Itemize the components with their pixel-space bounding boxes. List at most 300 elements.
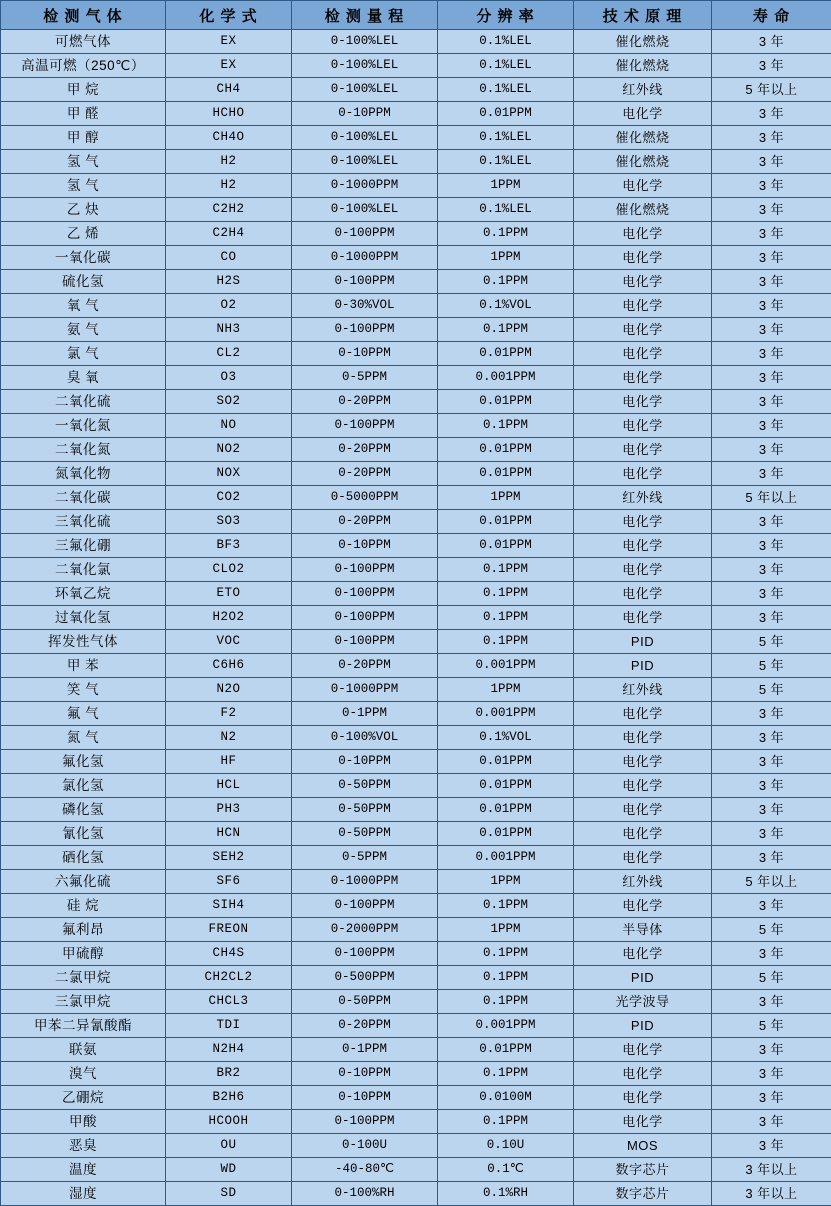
cell-technical-principle: 电化学 bbox=[574, 294, 712, 318]
cell-lifetime: 3 年 bbox=[712, 702, 831, 726]
cell-measuring-range: 0-1PPM bbox=[292, 702, 438, 726]
cell-gas-name: 氢 气 bbox=[1, 174, 166, 198]
cell-technical-principle: 电化学 bbox=[574, 846, 712, 870]
column-header-technical-principle: 技 术 原 理 bbox=[574, 1, 712, 30]
cell-resolution: 0.1PPM bbox=[438, 222, 574, 246]
cell-technical-principle: 电化学 bbox=[574, 414, 712, 438]
table-row bbox=[1, 1134, 831, 1158]
cell-measuring-range: 0-20PPM bbox=[292, 390, 438, 414]
cell-technical-principle: 电化学 bbox=[574, 702, 712, 726]
cell-measuring-range: 0-50PPM bbox=[292, 990, 438, 1014]
cell-gas-name: 氟 气 bbox=[1, 702, 166, 726]
column-header-lifetime: 寿 命 bbox=[712, 1, 831, 30]
cell-chemical-formula: O2 bbox=[166, 294, 292, 318]
cell-measuring-range: 0-100%LEL bbox=[292, 78, 438, 102]
cell-chemical-formula: H2O2 bbox=[166, 606, 292, 630]
cell-measuring-range: 0-100PPM bbox=[292, 222, 438, 246]
cell-gas-name: 氟化氢 bbox=[1, 750, 166, 774]
cell-chemical-formula: CH2CL2 bbox=[166, 966, 292, 990]
cell-measuring-range: 0-10PPM bbox=[292, 102, 438, 126]
table-row bbox=[1, 582, 831, 606]
cell-resolution: 0.1PPM bbox=[438, 582, 574, 606]
cell-chemical-formula: ETO bbox=[166, 582, 292, 606]
cell-lifetime: 3 年 bbox=[712, 294, 831, 318]
cell-lifetime: 3 年 bbox=[712, 390, 831, 414]
cell-measuring-range: 0-1PPM bbox=[292, 1038, 438, 1062]
table-row bbox=[1, 510, 831, 534]
cell-gas-name: 可燃气体 bbox=[1, 30, 166, 54]
table-row bbox=[1, 294, 831, 318]
cell-chemical-formula: NO2 bbox=[166, 438, 292, 462]
cell-resolution: 0.10U bbox=[438, 1134, 574, 1158]
table-row bbox=[1, 1158, 831, 1182]
cell-lifetime: 3 年 bbox=[712, 1086, 831, 1110]
cell-resolution: 0.1PPM bbox=[438, 270, 574, 294]
cell-measuring-range: 0-100PPM bbox=[292, 558, 438, 582]
cell-measuring-range: 0-10PPM bbox=[292, 342, 438, 366]
cell-chemical-formula: CH4O bbox=[166, 126, 292, 150]
cell-measuring-range: 0-20PPM bbox=[292, 1014, 438, 1038]
cell-technical-principle: 电化学 bbox=[574, 750, 712, 774]
table-row bbox=[1, 1062, 831, 1086]
cell-gas-name: 臭 氧 bbox=[1, 366, 166, 390]
cell-technical-principle: 电化学 bbox=[574, 246, 712, 270]
table-row bbox=[1, 654, 831, 678]
cell-resolution: 0.01PPM bbox=[438, 462, 574, 486]
cell-gas-name: 氮氧化物 bbox=[1, 462, 166, 486]
cell-gas-name: 氰化氢 bbox=[1, 822, 166, 846]
cell-resolution: 1PPM bbox=[438, 246, 574, 270]
cell-resolution: 0.1PPM bbox=[438, 1110, 574, 1134]
cell-technical-principle: 红外线 bbox=[574, 870, 712, 894]
cell-lifetime: 3 年 bbox=[712, 750, 831, 774]
cell-measuring-range: 0-10PPM bbox=[292, 1062, 438, 1086]
cell-resolution: 0.1PPM bbox=[438, 966, 574, 990]
cell-measuring-range: 0-20PPM bbox=[292, 510, 438, 534]
cell-measuring-range: 0-30%VOL bbox=[292, 294, 438, 318]
cell-chemical-formula: SEH2 bbox=[166, 846, 292, 870]
cell-lifetime: 3 年 bbox=[712, 150, 831, 174]
cell-measuring-range: 0-50PPM bbox=[292, 774, 438, 798]
table-row bbox=[1, 558, 831, 582]
cell-chemical-formula: N2 bbox=[166, 726, 292, 750]
cell-chemical-formula: BF3 bbox=[166, 534, 292, 558]
cell-measuring-range: 0-10PPM bbox=[292, 750, 438, 774]
cell-resolution: 0.01PPM bbox=[438, 510, 574, 534]
cell-resolution: 1PPM bbox=[438, 486, 574, 510]
cell-resolution: 0.1PPM bbox=[438, 630, 574, 654]
cell-lifetime: 3 年 bbox=[712, 198, 831, 222]
cell-gas-name: 硒化氢 bbox=[1, 846, 166, 870]
cell-measuring-range: -40-80℃ bbox=[292, 1158, 438, 1182]
cell-resolution: 1PPM bbox=[438, 918, 574, 942]
cell-resolution: 1PPM bbox=[438, 870, 574, 894]
cell-chemical-formula: H2 bbox=[166, 150, 292, 174]
cell-lifetime: 3 年以上 bbox=[712, 1158, 831, 1182]
cell-lifetime: 3 年 bbox=[712, 270, 831, 294]
cell-technical-principle: 数字芯片 bbox=[574, 1158, 712, 1182]
cell-gas-name: 甲 醇 bbox=[1, 126, 166, 150]
cell-resolution: 0.001PPM bbox=[438, 366, 574, 390]
cell-measuring-range: 0-5PPM bbox=[292, 846, 438, 870]
cell-measuring-range: 0-1000PPM bbox=[292, 246, 438, 270]
table-row bbox=[1, 990, 831, 1014]
cell-technical-principle: 电化学 bbox=[574, 606, 712, 630]
cell-chemical-formula: SIH4 bbox=[166, 894, 292, 918]
cell-technical-principle: PID bbox=[574, 630, 712, 654]
table-row bbox=[1, 1014, 831, 1038]
cell-lifetime: 3 年 bbox=[712, 462, 831, 486]
cell-measuring-range: 0-100%LEL bbox=[292, 126, 438, 150]
table-row bbox=[1, 870, 831, 894]
cell-resolution: 0.1PPM bbox=[438, 414, 574, 438]
cell-resolution: 0.01PPM bbox=[438, 438, 574, 462]
cell-resolution: 0.1PPM bbox=[438, 558, 574, 582]
cell-gas-name: 高温可燃（250℃） bbox=[1, 54, 166, 78]
cell-measuring-range: 0-1000PPM bbox=[292, 174, 438, 198]
cell-chemical-formula: NH3 bbox=[166, 318, 292, 342]
cell-lifetime: 3 年 bbox=[712, 174, 831, 198]
table-row bbox=[1, 342, 831, 366]
cell-gas-name: 甲 烷 bbox=[1, 78, 166, 102]
table-row bbox=[1, 726, 831, 750]
cell-lifetime: 3 年 bbox=[712, 342, 831, 366]
cell-chemical-formula: NO bbox=[166, 414, 292, 438]
table-header-row bbox=[1, 1, 831, 30]
cell-measuring-range: 0-100%VOL bbox=[292, 726, 438, 750]
table-row bbox=[1, 606, 831, 630]
cell-lifetime: 3 年 bbox=[712, 582, 831, 606]
cell-gas-name: 温度 bbox=[1, 1158, 166, 1182]
cell-technical-principle: MOS bbox=[574, 1134, 712, 1158]
cell-gas-name: 氧 气 bbox=[1, 294, 166, 318]
cell-resolution: 0.1%LEL bbox=[438, 126, 574, 150]
cell-technical-principle: 电化学 bbox=[574, 942, 712, 966]
cell-chemical-formula: CH4S bbox=[166, 942, 292, 966]
cell-lifetime: 5 年 bbox=[712, 678, 831, 702]
table-row bbox=[1, 390, 831, 414]
cell-resolution: 0.001PPM bbox=[438, 654, 574, 678]
table-row bbox=[1, 702, 831, 726]
cell-lifetime: 3 年 bbox=[712, 510, 831, 534]
cell-technical-principle: 电化学 bbox=[574, 774, 712, 798]
cell-resolution: 0.01PPM bbox=[438, 1038, 574, 1062]
table-row bbox=[1, 942, 831, 966]
cell-resolution: 0.1%LEL bbox=[438, 150, 574, 174]
table-row bbox=[1, 774, 831, 798]
cell-technical-principle: 电化学 bbox=[574, 726, 712, 750]
cell-technical-principle: 电化学 bbox=[574, 342, 712, 366]
cell-chemical-formula: HCN bbox=[166, 822, 292, 846]
cell-technical-principle: 电化学 bbox=[574, 462, 712, 486]
cell-gas-name: 过氧化氢 bbox=[1, 606, 166, 630]
cell-lifetime: 5 年以上 bbox=[712, 78, 831, 102]
cell-technical-principle: 电化学 bbox=[574, 798, 712, 822]
cell-measuring-range: 0-100U bbox=[292, 1134, 438, 1158]
cell-technical-principle: 半导体 bbox=[574, 918, 712, 942]
cell-measuring-range: 0-10PPM bbox=[292, 1086, 438, 1110]
table-row bbox=[1, 54, 831, 78]
cell-gas-name: 二氧化碳 bbox=[1, 486, 166, 510]
cell-measuring-range: 0-100PPM bbox=[292, 894, 438, 918]
cell-measuring-range: 0-500PPM bbox=[292, 966, 438, 990]
cell-lifetime: 5 年 bbox=[712, 966, 831, 990]
cell-resolution: 0.1PPM bbox=[438, 990, 574, 1014]
cell-technical-principle: PID bbox=[574, 654, 712, 678]
cell-chemical-formula: WD bbox=[166, 1158, 292, 1182]
cell-resolution: 1PPM bbox=[438, 174, 574, 198]
table-row bbox=[1, 222, 831, 246]
cell-lifetime: 5 年 bbox=[712, 630, 831, 654]
cell-resolution: 0.1PPM bbox=[438, 606, 574, 630]
cell-resolution: 0.1PPM bbox=[438, 318, 574, 342]
cell-gas-name: 氮 气 bbox=[1, 726, 166, 750]
cell-chemical-formula: BR2 bbox=[166, 1062, 292, 1086]
cell-technical-principle: 电化学 bbox=[574, 894, 712, 918]
cell-gas-name: 甲硫醇 bbox=[1, 942, 166, 966]
cell-resolution: 0.0100M bbox=[438, 1086, 574, 1110]
cell-technical-principle: 电化学 bbox=[574, 222, 712, 246]
cell-measuring-range: 0-100%LEL bbox=[292, 54, 438, 78]
cell-measuring-range: 0-100PPM bbox=[292, 270, 438, 294]
cell-technical-principle: 红外线 bbox=[574, 678, 712, 702]
cell-gas-name: 氢 气 bbox=[1, 150, 166, 174]
cell-measuring-range: 0-1000PPM bbox=[292, 870, 438, 894]
table-row bbox=[1, 1038, 831, 1062]
cell-chemical-formula: CH4 bbox=[166, 78, 292, 102]
cell-lifetime: 3 年 bbox=[712, 126, 831, 150]
cell-resolution: 0.1%LEL bbox=[438, 54, 574, 78]
cell-chemical-formula: HCHO bbox=[166, 102, 292, 126]
cell-chemical-formula: SD bbox=[166, 1182, 292, 1206]
cell-measuring-range: 0-1000PPM bbox=[292, 678, 438, 702]
cell-resolution: 1PPM bbox=[438, 678, 574, 702]
cell-resolution: 0.1PPM bbox=[438, 894, 574, 918]
cell-resolution: 0.01PPM bbox=[438, 342, 574, 366]
cell-measuring-range: 0-100PPM bbox=[292, 582, 438, 606]
cell-technical-principle: 电化学 bbox=[574, 102, 712, 126]
cell-chemical-formula: SF6 bbox=[166, 870, 292, 894]
cell-lifetime: 3 年 bbox=[712, 558, 831, 582]
cell-lifetime: 3 年 bbox=[712, 1134, 831, 1158]
table-row bbox=[1, 78, 831, 102]
cell-gas-name: 二氧化氯 bbox=[1, 558, 166, 582]
cell-gas-name: 甲 醛 bbox=[1, 102, 166, 126]
cell-technical-principle: 数字芯片 bbox=[574, 1182, 712, 1206]
cell-gas-name: 甲 苯 bbox=[1, 654, 166, 678]
cell-measuring-range: 0-5000PPM bbox=[292, 486, 438, 510]
cell-chemical-formula: CLO2 bbox=[166, 558, 292, 582]
cell-gas-name: 湿度 bbox=[1, 1182, 166, 1206]
cell-chemical-formula: HF bbox=[166, 750, 292, 774]
cell-gas-name: 一氧化碳 bbox=[1, 246, 166, 270]
cell-resolution: 0.1℃ bbox=[438, 1158, 574, 1182]
table-row bbox=[1, 318, 831, 342]
cell-resolution: 0.01PPM bbox=[438, 774, 574, 798]
cell-chemical-formula: CO2 bbox=[166, 486, 292, 510]
cell-measuring-range: 0-20PPM bbox=[292, 438, 438, 462]
cell-gas-name: 环氧乙烷 bbox=[1, 582, 166, 606]
cell-resolution: 0.1%LEL bbox=[438, 198, 574, 222]
cell-chemical-formula: HCL bbox=[166, 774, 292, 798]
cell-chemical-formula: PH3 bbox=[166, 798, 292, 822]
cell-gas-name: 氯化氢 bbox=[1, 774, 166, 798]
table-row bbox=[1, 1110, 831, 1134]
cell-lifetime: 3 年 bbox=[712, 222, 831, 246]
cell-chemical-formula: N2O bbox=[166, 678, 292, 702]
cell-lifetime: 3 年 bbox=[712, 30, 831, 54]
cell-technical-principle: 电化学 bbox=[574, 582, 712, 606]
cell-technical-principle: 电化学 bbox=[574, 1086, 712, 1110]
cell-measuring-range: 0-10PPM bbox=[292, 534, 438, 558]
cell-chemical-formula: H2S bbox=[166, 270, 292, 294]
cell-resolution: 0.01PPM bbox=[438, 534, 574, 558]
table-row bbox=[1, 102, 831, 126]
cell-technical-principle: 催化燃烧 bbox=[574, 198, 712, 222]
cell-technical-principle: 催化燃烧 bbox=[574, 54, 712, 78]
cell-technical-principle: 电化学 bbox=[574, 534, 712, 558]
cell-technical-principle: 电化学 bbox=[574, 1110, 712, 1134]
cell-gas-name: 二氧化氮 bbox=[1, 438, 166, 462]
cell-resolution: 0.01PPM bbox=[438, 390, 574, 414]
cell-chemical-formula: H2 bbox=[166, 174, 292, 198]
cell-lifetime: 3 年 bbox=[712, 246, 831, 270]
cell-chemical-formula: N2H4 bbox=[166, 1038, 292, 1062]
cell-lifetime: 5 年 bbox=[712, 1014, 831, 1038]
cell-measuring-range: 0-2000PPM bbox=[292, 918, 438, 942]
cell-lifetime: 5 年以上 bbox=[712, 870, 831, 894]
cell-measuring-range: 0-100%LEL bbox=[292, 198, 438, 222]
cell-resolution: 0.01PPM bbox=[438, 822, 574, 846]
cell-measuring-range: 0-100%LEL bbox=[292, 30, 438, 54]
cell-lifetime: 3 年 bbox=[712, 414, 831, 438]
cell-lifetime: 3 年 bbox=[712, 846, 831, 870]
cell-measuring-range: 0-100%RH bbox=[292, 1182, 438, 1206]
cell-measuring-range: 0-100PPM bbox=[292, 414, 438, 438]
cell-technical-principle: 电化学 bbox=[574, 1038, 712, 1062]
cell-chemical-formula: SO2 bbox=[166, 390, 292, 414]
cell-lifetime: 3 年 bbox=[712, 606, 831, 630]
cell-chemical-formula: O3 bbox=[166, 366, 292, 390]
table-row bbox=[1, 894, 831, 918]
cell-gas-name: 一氧化氮 bbox=[1, 414, 166, 438]
cell-gas-name: 挥发性气体 bbox=[1, 630, 166, 654]
cell-resolution: 0.1PPM bbox=[438, 1062, 574, 1086]
cell-technical-principle: 电化学 bbox=[574, 318, 712, 342]
cell-technical-principle: 催化燃烧 bbox=[574, 30, 712, 54]
cell-measuring-range: 0-100PPM bbox=[292, 1110, 438, 1134]
cell-lifetime: 3 年 bbox=[712, 798, 831, 822]
cell-technical-principle: 红外线 bbox=[574, 78, 712, 102]
table-row bbox=[1, 966, 831, 990]
cell-resolution: 0.001PPM bbox=[438, 1014, 574, 1038]
cell-gas-name: 二氯甲烷 bbox=[1, 966, 166, 990]
cell-gas-name: 乙 烯 bbox=[1, 222, 166, 246]
table-row bbox=[1, 1182, 831, 1206]
table-row bbox=[1, 366, 831, 390]
table-row bbox=[1, 534, 831, 558]
cell-chemical-formula: SO3 bbox=[166, 510, 292, 534]
cell-resolution: 0.1%VOL bbox=[438, 726, 574, 750]
column-header-chemical-formula: 化 学 式 bbox=[166, 1, 292, 30]
cell-gas-name: 氯 气 bbox=[1, 342, 166, 366]
cell-measuring-range: 0-100PPM bbox=[292, 630, 438, 654]
cell-gas-name: 磷化氢 bbox=[1, 798, 166, 822]
cell-lifetime: 3 年 bbox=[712, 1110, 831, 1134]
cell-resolution: 0.001PPM bbox=[438, 702, 574, 726]
table-row bbox=[1, 150, 831, 174]
cell-measuring-range: 0-50PPM bbox=[292, 798, 438, 822]
cell-chemical-formula: CO bbox=[166, 246, 292, 270]
cell-resolution: 0.1%VOL bbox=[438, 294, 574, 318]
cell-chemical-formula: C2H2 bbox=[166, 198, 292, 222]
cell-gas-name: 二氧化硫 bbox=[1, 390, 166, 414]
cell-gas-name: 甲苯二异氰酸酯 bbox=[1, 1014, 166, 1038]
cell-lifetime: 3 年 bbox=[712, 54, 831, 78]
column-header-measuring-range: 检 测 量 程 bbox=[292, 1, 438, 30]
table-row bbox=[1, 414, 831, 438]
cell-lifetime: 3 年 bbox=[712, 942, 831, 966]
column-header-gas-name: 检 测 气 体 bbox=[1, 1, 166, 30]
cell-chemical-formula: OU bbox=[166, 1134, 292, 1158]
cell-gas-name: 甲酸 bbox=[1, 1110, 166, 1134]
cell-measuring-range: 0-100PPM bbox=[292, 942, 438, 966]
cell-lifetime: 3 年 bbox=[712, 318, 831, 342]
cell-gas-name: 溴气 bbox=[1, 1062, 166, 1086]
cell-resolution: 0.1PPM bbox=[438, 942, 574, 966]
cell-gas-name: 三氯甲烷 bbox=[1, 990, 166, 1014]
cell-technical-principle: 电化学 bbox=[574, 366, 712, 390]
table-row bbox=[1, 822, 831, 846]
cell-technical-principle: 电化学 bbox=[574, 390, 712, 414]
cell-resolution: 0.01PPM bbox=[438, 798, 574, 822]
cell-technical-principle: 电化学 bbox=[574, 438, 712, 462]
table-row bbox=[1, 750, 831, 774]
cell-measuring-range: 0-5PPM bbox=[292, 366, 438, 390]
table-row bbox=[1, 486, 831, 510]
cell-lifetime: 3 年 bbox=[712, 534, 831, 558]
cell-measuring-range: 0-100PPM bbox=[292, 606, 438, 630]
cell-technical-principle: 光学波导 bbox=[574, 990, 712, 1014]
cell-technical-principle: 电化学 bbox=[574, 510, 712, 534]
cell-lifetime: 3 年 bbox=[712, 894, 831, 918]
cell-chemical-formula: EX bbox=[166, 54, 292, 78]
cell-technical-principle: PID bbox=[574, 966, 712, 990]
cell-technical-principle: 电化学 bbox=[574, 1062, 712, 1086]
cell-lifetime: 3 年 bbox=[712, 990, 831, 1014]
cell-gas-name: 三氟化硼 bbox=[1, 534, 166, 558]
table-row bbox=[1, 30, 831, 54]
cell-resolution: 0.1%LEL bbox=[438, 30, 574, 54]
table-row bbox=[1, 462, 831, 486]
cell-resolution: 0.1%RH bbox=[438, 1182, 574, 1206]
cell-technical-principle: PID bbox=[574, 1014, 712, 1038]
cell-chemical-formula: B2H6 bbox=[166, 1086, 292, 1110]
cell-lifetime: 3 年 bbox=[712, 102, 831, 126]
cell-chemical-formula: F2 bbox=[166, 702, 292, 726]
table-row bbox=[1, 678, 831, 702]
table-row bbox=[1, 198, 831, 222]
cell-resolution: 0.1%LEL bbox=[438, 78, 574, 102]
cell-technical-principle: 电化学 bbox=[574, 822, 712, 846]
cell-lifetime: 3 年 bbox=[712, 726, 831, 750]
cell-gas-name: 硫化氢 bbox=[1, 270, 166, 294]
cell-resolution: 0.01PPM bbox=[438, 750, 574, 774]
cell-gas-name: 硅 烷 bbox=[1, 894, 166, 918]
cell-chemical-formula: HCOOH bbox=[166, 1110, 292, 1134]
cell-measuring-range: 0-100PPM bbox=[292, 318, 438, 342]
cell-chemical-formula: EX bbox=[166, 30, 292, 54]
